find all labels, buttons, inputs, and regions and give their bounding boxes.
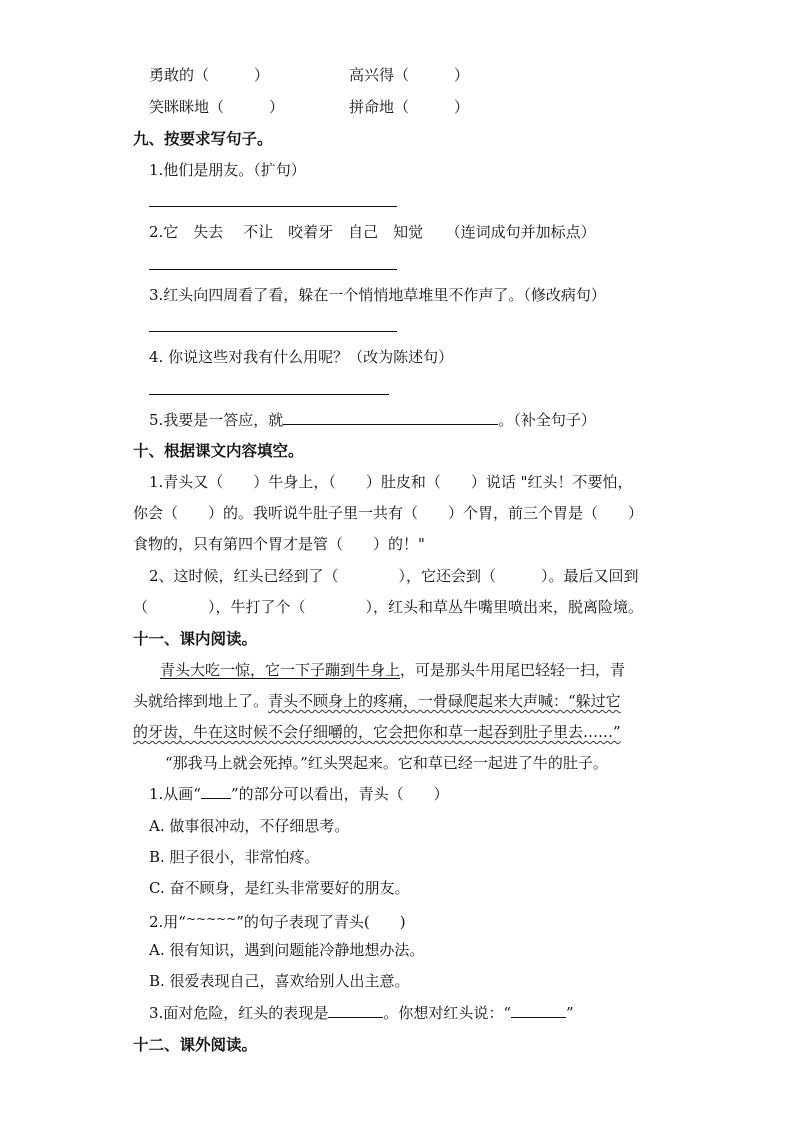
sec11-q3-suffix: ” [566,1004,574,1022]
section-11-title: 十一、课内阅读。 [133,629,258,648]
sec10-line-5: （ ），牛打了个（ ），红头和草丛牛嘴里喷出来，脱离险境。 [133,598,644,616]
sec11-q3-blank-1 [328,1003,383,1018]
sec11-q1-option-a: A. 做事很冲动，不仔细思考。 [149,817,350,835]
passage-line-1 [160,660,625,680]
passage-line-2 [133,691,621,711]
sec11-q2-wave-mark: ~~~~~ [185,912,237,926]
sec10-line-1: 1.青头又（ ）牛身上，（ ）肚皮和（ ）说话 "红头！不要怕， [149,473,633,491]
word-fill-1: 勇敢的（ ） [149,66,270,84]
sec11-q1-option-c: C. 奋不顾身，是红头非常要好的朋友。 [149,879,410,897]
sec11-q1-option-b: B. 胆子很小，非常怕疼。 [149,848,320,866]
passage-line-2-plain: 头就给摔到地上了。 [133,692,269,710]
sec11-q3 [149,1003,574,1023]
sec9-q2: 2.它 失去 不让 咬着牙 自己 知觉 （连词成句并加标点） [149,223,596,241]
sec11-q1-suffix: ”的部分可以看出，青头（ ） [230,785,449,803]
sec9-q5-blank [283,410,498,425]
sec11-q3-prefix: 3.面对危险，红头的表现是 [149,1004,329,1022]
sec10-line-2: 你会（ ）的。我听说牛肚子里一共有（ ）个胃，前三个胃是（ ） [133,504,644,522]
word-fill-3: 笑眯眯地（ ） [149,98,285,116]
sec11-q2-suffix: ”的句子表现了青头( ) [236,913,406,931]
sec9-q5-prefix: 5.我要是一答应，就 [149,411,284,429]
sec11-q3-mid: 。你想对红头说：“ [383,1004,511,1022]
passage-wavy-2: 的牙齿，牛在这时候不会仔细嚼的，它会把你和草一起吞到肚子里去……” [133,723,621,741]
sec11-q2-option-a: A. 很有知识，遇到问题能冷静地想办法。 [149,941,425,959]
sec10-line-4: 2、这时候，红头已经到了（ ），它还会到（ ）。最后又回到 [149,567,639,585]
answer-line-3 [149,331,397,332]
word-fill-4: 拼命地（ ） [349,98,470,116]
section-12-title: 十二、课外阅读。 [133,1035,258,1054]
sec11-q2-option-b: B. 很爱表现自己，喜欢给别人出主意。 [149,972,410,990]
sec10-line-3: 食物的，只有第四个胃才是管（ ）的！" [133,535,425,553]
sec11-q2 [149,909,406,932]
sec9-q3: 3.红头向四周看了看，躲在一个悄悄地草堆里不作声了。（修改病句） [149,286,606,304]
answer-line-4 [149,394,389,395]
passage-underlined: 青头大吃一惊，它一下子蹦到牛身上 [160,661,401,679]
sec11-q2-prefix: 2.用“ [149,913,186,931]
answer-line-1 [149,206,397,207]
passage-line-3 [133,722,621,742]
sec11-q1 [149,784,449,804]
passage-line-1-rest: ，可是那头牛用尾巴轻轻一扫，青 [400,661,626,679]
sec11-q3-blank-2 [511,1003,566,1018]
sec9-q5-suffix: 。（补全句子） [498,411,596,429]
sec9-q4: 4. 你说这些对我有什么用呢？（改为陈述句） [149,348,454,366]
passage-wavy-1: 青头不顾身上的疼痛，一骨碌爬起来大声喊：“躲过它 [268,692,621,710]
section-9-title: 九、按要求写句子。 [133,129,273,148]
sec9-q5 [149,410,596,430]
sec11-q1-prefix: 1.从画“ [149,785,201,803]
passage-line-4: “那我马上就会死掉。”红头哭起来。它和草已经一起进了牛的肚子。 [165,754,608,772]
word-fill-2: 高兴得（ ） [349,66,470,84]
answer-line-2 [149,269,397,270]
section-10-title: 十、根据课文内容填空。 [133,441,304,460]
sec11-q1-mark [201,784,231,799]
sec9-q1: 1.他们是朋友。（扩句） [149,161,306,179]
